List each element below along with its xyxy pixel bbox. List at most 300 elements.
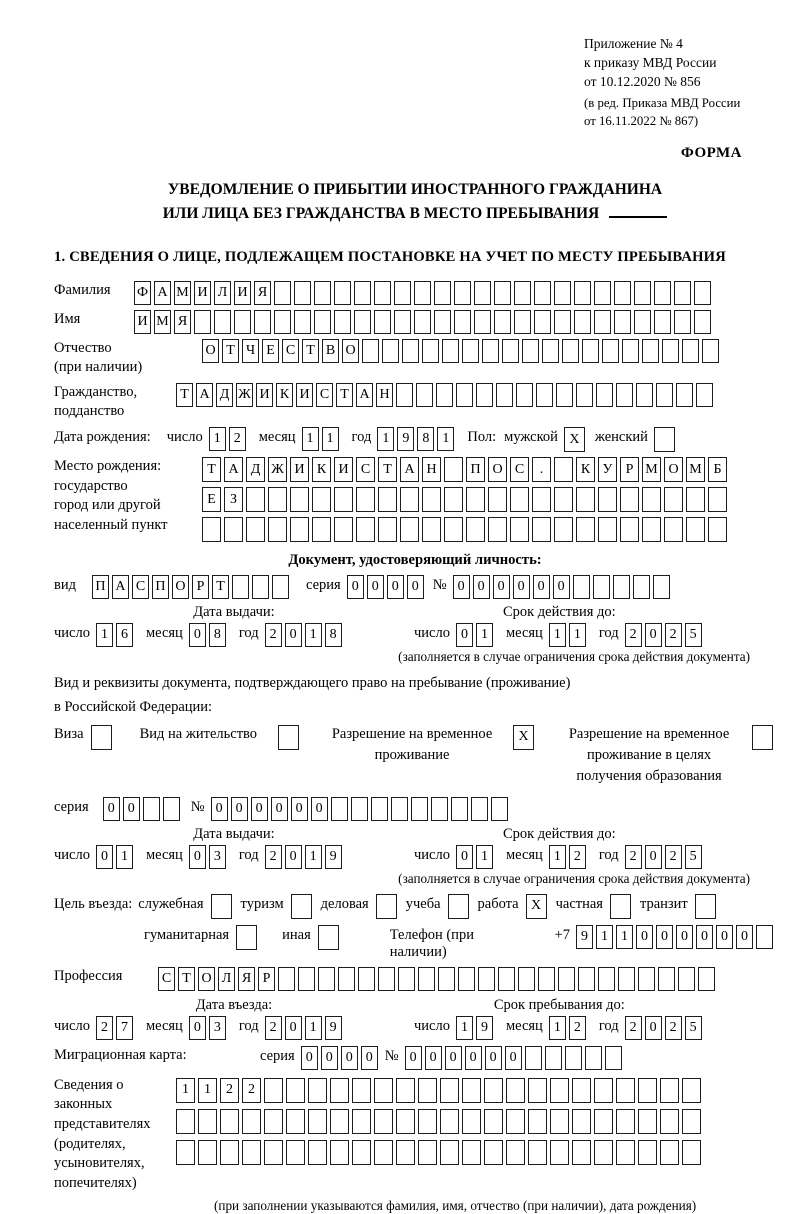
char-box[interactable]: Б: [708, 457, 727, 482]
char-box[interactable]: [354, 310, 371, 334]
char-box[interactable]: [572, 1109, 591, 1134]
char-box[interactable]: [471, 797, 488, 821]
char-box[interactable]: Т: [222, 339, 239, 363]
char-box[interactable]: О: [198, 967, 215, 991]
char-box[interactable]: Н: [422, 457, 441, 482]
purpose-humanitarian-checkbox[interactable]: [236, 925, 257, 950]
char-box[interactable]: 0: [645, 1016, 662, 1040]
char-box[interactable]: [402, 339, 419, 363]
char-box[interactable]: 0: [231, 797, 248, 821]
char-box[interactable]: И: [234, 281, 251, 305]
char-box[interactable]: [286, 1109, 305, 1134]
visa-checkbox[interactable]: [91, 725, 112, 750]
char-box[interactable]: [462, 1109, 481, 1134]
char-box[interactable]: [374, 1078, 393, 1103]
char-box[interactable]: 9: [576, 925, 593, 949]
char-box[interactable]: Е: [262, 339, 279, 363]
char-box[interactable]: 0: [676, 925, 693, 949]
char-box[interactable]: [234, 310, 251, 334]
char-box[interactable]: 0: [347, 575, 364, 599]
char-box[interactable]: [422, 339, 439, 363]
char-box[interactable]: [476, 383, 493, 407]
char-box[interactable]: [254, 310, 271, 334]
char-box[interactable]: 0: [453, 575, 470, 599]
purpose-private-checkbox[interactable]: [610, 894, 631, 919]
char-box[interactable]: О: [664, 457, 683, 482]
char-box[interactable]: [574, 310, 591, 334]
char-box[interactable]: Ф: [134, 281, 151, 305]
char-box[interactable]: [613, 575, 630, 599]
char-box[interactable]: К: [576, 457, 595, 482]
char-box[interactable]: [484, 1078, 503, 1103]
char-box[interactable]: Д: [216, 383, 233, 407]
char-box[interactable]: [351, 797, 368, 821]
char-box[interactable]: [290, 517, 309, 542]
char-box[interactable]: П: [466, 457, 485, 482]
char-box[interactable]: [338, 967, 355, 991]
char-box[interactable]: [431, 797, 448, 821]
char-box[interactable]: М: [174, 281, 191, 305]
char-box[interactable]: [444, 517, 463, 542]
char-box[interactable]: [594, 310, 611, 334]
char-box[interactable]: С: [158, 967, 175, 991]
char-box[interactable]: [198, 1109, 217, 1134]
char-box[interactable]: [616, 1078, 635, 1103]
char-box[interactable]: [576, 487, 595, 512]
char-box[interactable]: 5: [685, 845, 702, 869]
char-box[interactable]: [396, 383, 413, 407]
char-box[interactable]: [440, 1109, 459, 1134]
char-box[interactable]: [664, 517, 683, 542]
char-box[interactable]: [330, 1109, 349, 1134]
char-box[interactable]: [562, 339, 579, 363]
char-box[interactable]: [246, 487, 265, 512]
char-box[interactable]: 0: [301, 1046, 318, 1070]
char-box[interactable]: 9: [397, 427, 414, 451]
char-box[interactable]: [582, 339, 599, 363]
char-box[interactable]: [702, 339, 719, 363]
char-box[interactable]: Т: [378, 457, 397, 482]
char-box[interactable]: [708, 517, 727, 542]
char-box[interactable]: [506, 1140, 525, 1165]
purpose-business-checkbox[interactable]: [376, 894, 397, 919]
char-box[interactable]: [362, 339, 379, 363]
char-box[interactable]: [660, 1109, 679, 1134]
char-box[interactable]: 1: [305, 1016, 322, 1040]
char-box[interactable]: [488, 517, 507, 542]
char-box[interactable]: К: [312, 457, 331, 482]
char-box[interactable]: [334, 517, 353, 542]
char-box[interactable]: [602, 339, 619, 363]
char-box[interactable]: 6: [116, 623, 133, 647]
char-box[interactable]: [682, 1078, 701, 1103]
char-box[interactable]: [576, 383, 593, 407]
char-box[interactable]: [614, 310, 631, 334]
char-box[interactable]: [242, 1109, 261, 1134]
char-box[interactable]: [356, 487, 375, 512]
char-box[interactable]: Е: [202, 487, 221, 512]
char-box[interactable]: 1: [377, 427, 394, 451]
char-box[interactable]: 9: [476, 1016, 493, 1040]
char-box[interactable]: [354, 281, 371, 305]
char-box[interactable]: [312, 517, 331, 542]
char-box[interactable]: 0: [485, 1046, 502, 1070]
purpose-transit-checkbox[interactable]: [695, 894, 716, 919]
char-box[interactable]: [278, 967, 295, 991]
char-box[interactable]: [214, 310, 231, 334]
char-box[interactable]: 0: [189, 623, 206, 647]
char-box[interactable]: С: [356, 457, 375, 482]
char-box[interactable]: [694, 310, 711, 334]
char-box[interactable]: [194, 310, 211, 334]
char-box[interactable]: 1: [616, 925, 633, 949]
char-box[interactable]: 0: [505, 1046, 522, 1070]
char-box[interactable]: [286, 1140, 305, 1165]
char-box[interactable]: 2: [569, 845, 586, 869]
char-box[interactable]: [264, 1109, 283, 1134]
residence-permit-checkbox[interactable]: [278, 725, 299, 750]
char-box[interactable]: [756, 925, 773, 949]
char-box[interactable]: 0: [285, 845, 302, 869]
char-box[interactable]: [440, 1140, 459, 1165]
char-box[interactable]: [660, 1078, 679, 1103]
char-box[interactable]: [252, 575, 269, 599]
char-box[interactable]: Т: [302, 339, 319, 363]
char-box[interactable]: [616, 1140, 635, 1165]
char-box[interactable]: П: [152, 575, 169, 599]
char-box[interactable]: М: [642, 457, 661, 482]
char-box[interactable]: [528, 1140, 547, 1165]
char-box[interactable]: 0: [367, 575, 384, 599]
char-box[interactable]: 8: [209, 623, 226, 647]
char-box[interactable]: 1: [549, 623, 566, 647]
char-box[interactable]: 0: [645, 845, 662, 869]
char-box[interactable]: 2: [665, 1016, 682, 1040]
char-box[interactable]: [558, 967, 575, 991]
purpose-work-checkbox[interactable]: X: [526, 894, 547, 919]
char-box[interactable]: [516, 383, 533, 407]
char-box[interactable]: [554, 517, 573, 542]
char-box[interactable]: М: [686, 457, 705, 482]
char-box[interactable]: Я: [238, 967, 255, 991]
char-box[interactable]: [382, 339, 399, 363]
char-box[interactable]: [554, 281, 571, 305]
char-box[interactable]: 0: [123, 797, 140, 821]
char-box[interactable]: [506, 1078, 525, 1103]
char-box[interactable]: [654, 281, 671, 305]
char-box[interactable]: [642, 487, 661, 512]
char-box[interactable]: [330, 1078, 349, 1103]
char-box[interactable]: З: [224, 487, 243, 512]
char-box[interactable]: [378, 487, 397, 512]
char-box[interactable]: 0: [96, 845, 113, 869]
char-box[interactable]: О: [202, 339, 219, 363]
char-box[interactable]: [422, 517, 441, 542]
char-box[interactable]: [264, 1140, 283, 1165]
char-box[interactable]: [510, 517, 529, 542]
char-box[interactable]: [488, 487, 507, 512]
char-box[interactable]: [554, 487, 573, 512]
char-box[interactable]: Р: [258, 967, 275, 991]
char-box[interactable]: [394, 281, 411, 305]
char-box[interactable]: [550, 1078, 569, 1103]
char-box[interactable]: У: [598, 457, 617, 482]
char-box[interactable]: [318, 967, 335, 991]
char-box[interactable]: [414, 310, 431, 334]
char-box[interactable]: А: [154, 281, 171, 305]
char-box[interactable]: [598, 517, 617, 542]
char-box[interactable]: [573, 575, 590, 599]
char-box[interactable]: [176, 1140, 195, 1165]
char-box[interactable]: [352, 1109, 371, 1134]
char-box[interactable]: [416, 383, 433, 407]
char-box[interactable]: Т: [176, 383, 193, 407]
char-box[interactable]: [594, 281, 611, 305]
purpose-other-checkbox[interactable]: [318, 925, 339, 950]
char-box[interactable]: 2: [665, 845, 682, 869]
char-box[interactable]: [642, 339, 659, 363]
char-box[interactable]: [294, 281, 311, 305]
purpose-study-checkbox[interactable]: [448, 894, 469, 919]
char-box[interactable]: Н: [376, 383, 393, 407]
char-box[interactable]: [334, 487, 353, 512]
char-box[interactable]: [334, 281, 351, 305]
char-box[interactable]: Т: [178, 967, 195, 991]
char-box[interactable]: [686, 487, 705, 512]
char-box[interactable]: [274, 281, 291, 305]
char-box[interactable]: [528, 1109, 547, 1134]
char-box[interactable]: [554, 457, 573, 482]
char-box[interactable]: [198, 1140, 217, 1165]
char-box[interactable]: [268, 517, 287, 542]
char-box[interactable]: [314, 310, 331, 334]
char-box[interactable]: 0: [387, 575, 404, 599]
char-box[interactable]: [556, 383, 573, 407]
char-box[interactable]: [598, 487, 617, 512]
char-box[interactable]: И: [334, 457, 353, 482]
char-box[interactable]: 0: [405, 1046, 422, 1070]
char-box[interactable]: [653, 575, 670, 599]
char-box[interactable]: С: [132, 575, 149, 599]
char-box[interactable]: [528, 1078, 547, 1103]
char-box[interactable]: 8: [417, 427, 434, 451]
char-box[interactable]: [642, 517, 661, 542]
char-box[interactable]: [456, 383, 473, 407]
char-box[interactable]: [510, 487, 529, 512]
char-box[interactable]: [594, 1109, 613, 1134]
char-box[interactable]: 0: [341, 1046, 358, 1070]
char-box[interactable]: 0: [407, 575, 424, 599]
char-box[interactable]: 8: [325, 623, 342, 647]
char-box[interactable]: [224, 517, 243, 542]
char-box[interactable]: С: [510, 457, 529, 482]
char-box[interactable]: 0: [189, 845, 206, 869]
char-box[interactable]: [686, 517, 705, 542]
char-box[interactable]: 0: [445, 1046, 462, 1070]
char-box[interactable]: 2: [265, 845, 282, 869]
char-box[interactable]: А: [356, 383, 373, 407]
char-box[interactable]: 0: [553, 575, 570, 599]
char-box[interactable]: [444, 457, 463, 482]
char-box[interactable]: 1: [176, 1078, 195, 1103]
char-box[interactable]: А: [196, 383, 213, 407]
char-box[interactable]: [436, 383, 453, 407]
char-box[interactable]: [474, 310, 491, 334]
char-box[interactable]: [545, 1046, 562, 1070]
char-box[interactable]: [494, 281, 511, 305]
char-box[interactable]: [676, 383, 693, 407]
char-box[interactable]: Я: [254, 281, 271, 305]
char-box[interactable]: [620, 487, 639, 512]
char-box[interactable]: 0: [513, 575, 530, 599]
char-box[interactable]: 2: [625, 845, 642, 869]
char-box[interactable]: 0: [189, 1016, 206, 1040]
char-box[interactable]: [394, 310, 411, 334]
char-box[interactable]: 0: [211, 797, 228, 821]
char-box[interactable]: [462, 339, 479, 363]
char-box[interactable]: [518, 967, 535, 991]
char-box[interactable]: [466, 517, 485, 542]
char-box[interactable]: 1: [96, 623, 113, 647]
char-box[interactable]: [330, 1140, 349, 1165]
char-box[interactable]: [494, 310, 511, 334]
char-box[interactable]: [496, 383, 513, 407]
char-box[interactable]: 1: [549, 845, 566, 869]
char-box[interactable]: [418, 1078, 437, 1103]
char-box[interactable]: О: [172, 575, 189, 599]
char-box[interactable]: 0: [103, 797, 120, 821]
char-box[interactable]: [374, 1109, 393, 1134]
char-box[interactable]: 0: [656, 925, 673, 949]
char-box[interactable]: 2: [229, 427, 246, 451]
char-box[interactable]: [454, 310, 471, 334]
char-box[interactable]: [634, 310, 651, 334]
char-box[interactable]: 1: [302, 427, 319, 451]
char-box[interactable]: [396, 1140, 415, 1165]
temp-residence-checkbox[interactable]: X: [513, 725, 534, 750]
char-box[interactable]: И: [256, 383, 273, 407]
char-box[interactable]: [294, 310, 311, 334]
char-box[interactable]: [682, 1140, 701, 1165]
char-box[interactable]: [658, 967, 675, 991]
char-box[interactable]: [462, 1078, 481, 1103]
char-box[interactable]: 0: [696, 925, 713, 949]
char-box[interactable]: [622, 339, 639, 363]
char-box[interactable]: [585, 1046, 602, 1070]
char-box[interactable]: А: [400, 457, 419, 482]
char-box[interactable]: 0: [636, 925, 653, 949]
char-box[interactable]: [660, 1140, 679, 1165]
char-box[interactable]: [411, 797, 428, 821]
char-box[interactable]: [314, 281, 331, 305]
char-box[interactable]: [286, 1078, 305, 1103]
char-box[interactable]: [596, 383, 613, 407]
char-box[interactable]: 2: [265, 623, 282, 647]
char-box[interactable]: Т: [202, 457, 221, 482]
char-box[interactable]: Л: [214, 281, 231, 305]
char-box[interactable]: 0: [736, 925, 753, 949]
char-box[interactable]: Р: [192, 575, 209, 599]
char-box[interactable]: [232, 575, 249, 599]
char-box[interactable]: [682, 339, 699, 363]
char-box[interactable]: Я: [174, 310, 191, 334]
char-box[interactable]: 7: [116, 1016, 133, 1040]
char-box[interactable]: [638, 1109, 657, 1134]
char-box[interactable]: [246, 517, 265, 542]
char-box[interactable]: [378, 967, 395, 991]
char-box[interactable]: 0: [716, 925, 733, 949]
char-box[interactable]: [542, 339, 559, 363]
char-box[interactable]: [638, 1078, 657, 1103]
char-box[interactable]: 2: [625, 623, 642, 647]
sex-male-checkbox[interactable]: X: [564, 427, 585, 452]
char-box[interactable]: [334, 310, 351, 334]
char-box[interactable]: 0: [291, 797, 308, 821]
char-box[interactable]: 0: [456, 623, 473, 647]
char-box[interactable]: [638, 967, 655, 991]
char-box[interactable]: 1: [476, 845, 493, 869]
char-box[interactable]: [143, 797, 160, 821]
char-box[interactable]: [572, 1078, 591, 1103]
char-box[interactable]: 1: [549, 1016, 566, 1040]
char-box[interactable]: 2: [242, 1078, 261, 1103]
char-box[interactable]: [474, 281, 491, 305]
char-box[interactable]: [620, 517, 639, 542]
char-box[interactable]: [532, 487, 551, 512]
char-box[interactable]: [674, 310, 691, 334]
char-box[interactable]: [331, 797, 348, 821]
char-box[interactable]: [618, 967, 635, 991]
char-box[interactable]: [396, 1078, 415, 1103]
char-box[interactable]: [438, 967, 455, 991]
char-box[interactable]: [163, 797, 180, 821]
char-box[interactable]: [484, 1109, 503, 1134]
char-box[interactable]: П: [92, 575, 109, 599]
char-box[interactable]: 0: [456, 845, 473, 869]
char-box[interactable]: 0: [271, 797, 288, 821]
temp-residence-edu-checkbox[interactable]: [752, 725, 773, 750]
char-box[interactable]: [202, 517, 221, 542]
purpose-official-checkbox[interactable]: [211, 894, 232, 919]
char-box[interactable]: [418, 1140, 437, 1165]
char-box[interactable]: 2: [569, 1016, 586, 1040]
title-blank-line[interactable]: [609, 204, 667, 217]
char-box[interactable]: [662, 339, 679, 363]
char-box[interactable]: [358, 967, 375, 991]
sex-female-checkbox[interactable]: [654, 427, 675, 452]
char-box[interactable]: 9: [325, 1016, 342, 1040]
char-box[interactable]: [572, 1140, 591, 1165]
char-box[interactable]: 1: [596, 925, 613, 949]
char-box[interactable]: [418, 1109, 437, 1134]
char-box[interactable]: [466, 487, 485, 512]
char-box[interactable]: [352, 1140, 371, 1165]
char-box[interactable]: 3: [209, 1016, 226, 1040]
char-box[interactable]: [550, 1109, 569, 1134]
char-box[interactable]: [264, 1078, 283, 1103]
char-box[interactable]: Т: [336, 383, 353, 407]
char-box[interactable]: К: [276, 383, 293, 407]
char-box[interactable]: 0: [321, 1046, 338, 1070]
char-box[interactable]: 1: [569, 623, 586, 647]
char-box[interactable]: [678, 967, 695, 991]
char-box[interactable]: 0: [473, 575, 490, 599]
char-box[interactable]: 1: [305, 623, 322, 647]
char-box[interactable]: [242, 1140, 261, 1165]
char-box[interactable]: [682, 1109, 701, 1134]
char-box[interactable]: 1: [209, 427, 226, 451]
char-box[interactable]: 0: [493, 575, 510, 599]
